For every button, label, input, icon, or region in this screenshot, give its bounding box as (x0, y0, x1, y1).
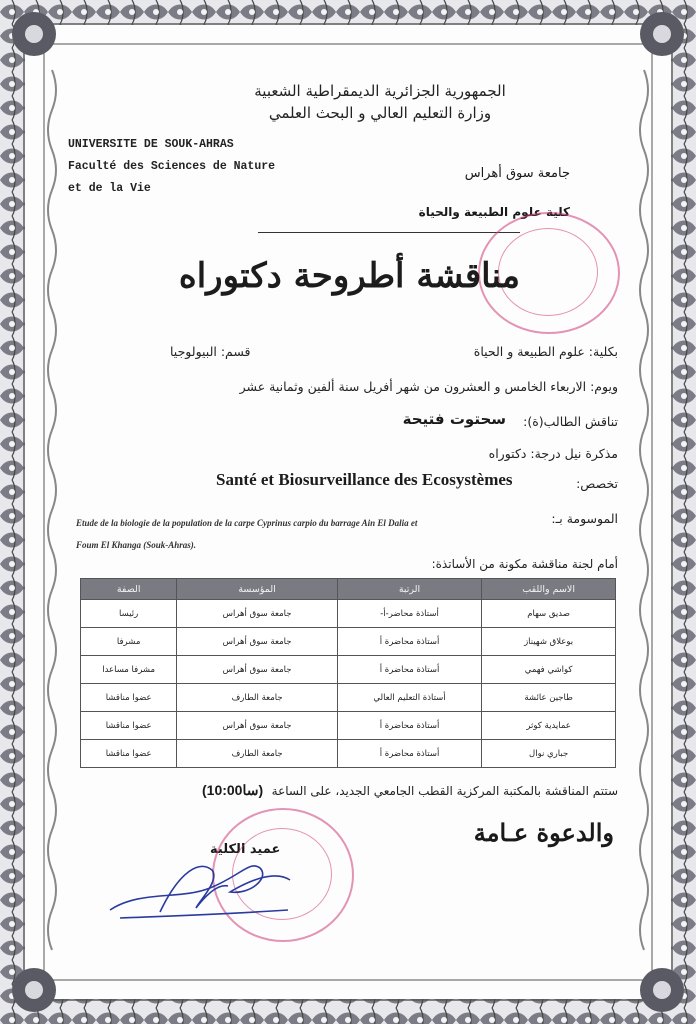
table-cell: جامعة سوق أهراس (177, 712, 338, 740)
faculty-name-ar: كلية علوم الطبيعة والحياة (418, 205, 570, 219)
university-name-fr: UNIVERSITE DE SOUK-AHRAS (68, 138, 234, 151)
table-cell: مشرفا (81, 628, 177, 656)
faculty-line: بكلية: علوم الطبيعة و الحياة (473, 344, 618, 359)
table-cell: جامعة الطارف (177, 740, 338, 768)
jury-table (80, 578, 616, 768)
dean-label: عميد الكلية (210, 842, 281, 857)
location-line: ستتم المناقشة بالمكتبة المركزية القطب الجامعي الجديد، على الساعة (271, 784, 618, 798)
specialty-label: تخصص: (576, 476, 618, 491)
column-header: الاسم واللقب (482, 579, 616, 600)
table-row (81, 656, 616, 684)
table-cell: أستاذة محاضرة أ (337, 740, 481, 768)
table-cell: أستاذة محاضرة أ (337, 656, 481, 684)
header-divider (258, 232, 520, 233)
student-name: سحتوت فتيحة (402, 410, 506, 428)
table-cell: جامعة سوق أهراس (177, 628, 338, 656)
table-row (81, 740, 616, 768)
table-cell: صديق سهام (482, 600, 616, 628)
thesis-title-line1: Etude de la biologie de la population de la carpe Cyprinus carpio du barrage Ain El Dalia et (76, 518, 418, 528)
thesis-title-line2: Foum El Khanga (Souk-Ahras). (76, 540, 197, 550)
defense-time: (10:00سا) (202, 782, 264, 798)
table-cell: جامعة سوق أهراس (177, 656, 338, 684)
table-cell: أستاذة محاضرة أ (337, 628, 481, 656)
jury-table-header (81, 579, 616, 600)
table-cell: بوعلاق شهيناز (482, 628, 616, 656)
column-header: الصفة (81, 579, 177, 600)
degree-line: مذكرة نيل درجة: دكتوراه (488, 446, 618, 461)
thesis-label: الموسومة بـ: (551, 511, 618, 526)
table-cell: رئيسا (81, 600, 177, 628)
table-cell: جامعة الطارف (177, 684, 338, 712)
table-cell: أستاذة التعليم العالي (337, 684, 481, 712)
table-cell: أستاذة محاضر-أ- (337, 600, 481, 628)
table-cell: عمايدية كوثر (482, 712, 616, 740)
student-label: تناقش الطالب(ة): (523, 414, 618, 429)
table-cell: جامعة سوق أهراس (177, 600, 338, 628)
republic-title: الجمهورية الجزائرية الديمقراطية الشعبية (254, 82, 506, 100)
table-cell: طاجين عائشة (482, 684, 616, 712)
specialty-value: Santé et Biosurveillance des Ecosystèmes (216, 470, 513, 489)
column-header: الرتبة (337, 579, 481, 600)
table-row (81, 712, 616, 740)
column-header: المؤسسة (177, 579, 338, 600)
university-name-ar: جامعة سوق أهراس (464, 166, 570, 181)
table-cell: مشرفا مساعدا (81, 656, 177, 684)
faculty-name-fr-line2: et de la Vie (68, 182, 151, 195)
date-line: ويوم: الاربعاء الخامس و العشرون من شهر أفريل سنة ألفين وثمانية عشر (239, 379, 618, 394)
ministry-title: وزارة التعليم العالي و البحث العلمي (268, 104, 492, 122)
table-cell: جباري نوال (482, 740, 616, 768)
table-row (81, 684, 616, 712)
table-row (81, 628, 616, 656)
table-cell: عضوا مناقشا (81, 740, 177, 768)
committee-intro: أمام لجنة مناقشة مكونة من الأساتذة: (431, 557, 618, 571)
table-row (81, 600, 616, 628)
faculty-name-fr-line1: Faculté des Sciences de Nature (68, 160, 276, 173)
page-title: مناقشة أطروحة دكتوراه (178, 256, 520, 296)
table-cell: عضوا مناقشا (81, 712, 177, 740)
department-line: قسم: البيولوجيا (170, 344, 251, 359)
table-cell: أستاذة محاضرة أ (337, 712, 481, 740)
table-cell: عضوا مناقشا (81, 684, 177, 712)
table-cell: كواشي فهمي (482, 656, 616, 684)
invitation-text: والدعوة عـامة (473, 818, 614, 847)
dean-signature (100, 840, 300, 930)
